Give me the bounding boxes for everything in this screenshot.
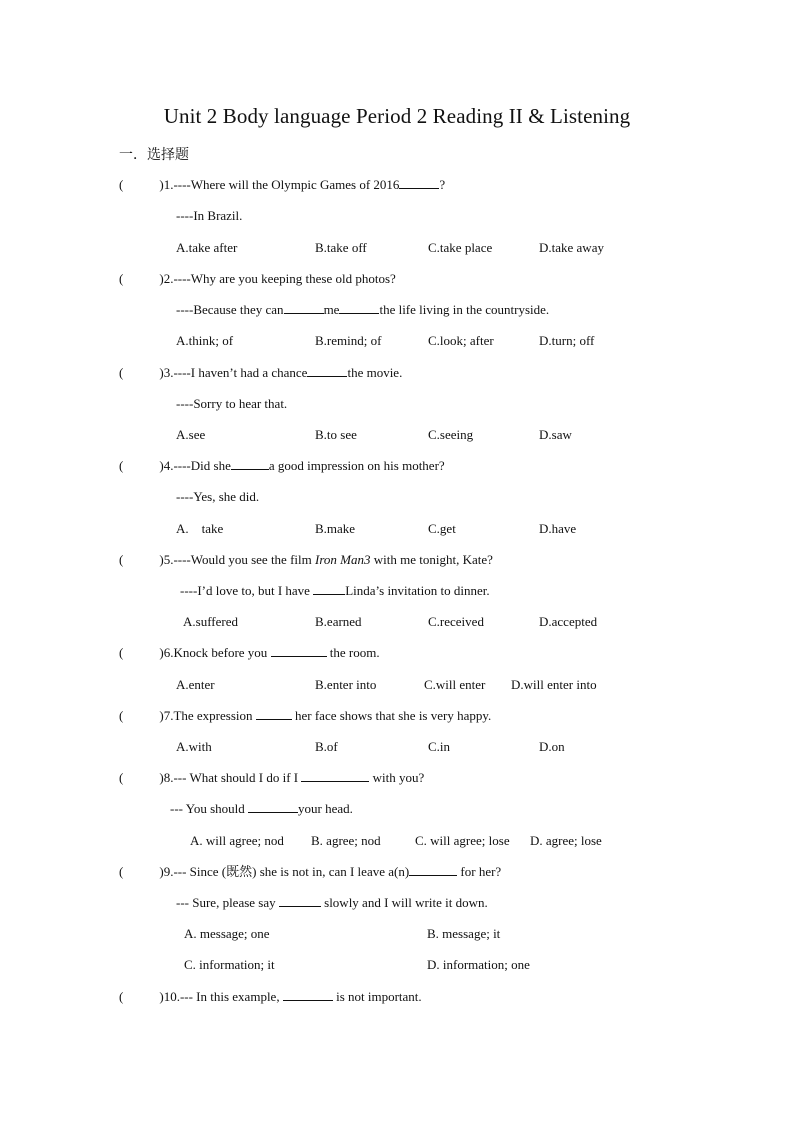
question-8: ( )8.--- What should I do if I with you? <box>119 770 425 785</box>
answer-blank <box>307 365 347 377</box>
question-2: ( )2.----Why are you keeping these old photos? <box>119 271 396 286</box>
option-c[interactable]: C.seeing <box>428 427 474 442</box>
option-c[interactable]: C. will agree; lose <box>415 833 510 848</box>
option-a[interactable]: A.see <box>176 427 206 442</box>
question-9: ( )9.--- Since (既然) she is not in, can I leave a(n) for her? <box>119 864 502 879</box>
option-d[interactable]: D. agree; lose <box>530 833 602 848</box>
option-b[interactable]: B.of <box>315 739 338 754</box>
option-b[interactable]: B. agree; nod <box>311 833 381 848</box>
option-d[interactable]: D.accepted <box>539 614 598 629</box>
answer-blank <box>339 302 379 314</box>
question-7: ( )7.The expression her face shows that she is very happy. <box>119 708 492 723</box>
option-d[interactable]: D.turn; off <box>539 333 595 348</box>
option-b[interactable]: B.take off <box>315 240 367 255</box>
option-d[interactable]: D.saw <box>539 427 572 442</box>
answer-blank <box>283 989 333 1001</box>
reply-8: --- You should your head. <box>170 801 353 816</box>
option-a[interactable]: A.with <box>176 739 212 754</box>
question-4: ( )4.----Did she a good impression on his mother? <box>119 458 445 473</box>
answer-blank <box>248 801 298 813</box>
option-b[interactable]: B.remind; of <box>315 333 382 348</box>
option-a[interactable]: A.suffered <box>183 614 238 629</box>
reply-4: ----Yes, she did. <box>176 489 260 504</box>
option-c[interactable]: C. information; it <box>184 957 275 972</box>
option-c[interactable]: C.look; after <box>428 333 494 348</box>
question-5: ( )5.----Would you see the film Iron Man3 with me tonight, Kate? <box>119 552 493 567</box>
option-a[interactable]: A. take <box>176 521 224 536</box>
option-b[interactable]: B.earned <box>315 614 362 629</box>
option-d[interactable]: D. information; one <box>427 957 530 972</box>
option-b[interactable]: B. message; it <box>427 926 501 941</box>
reply-3: ----Sorry to hear that. <box>176 396 288 411</box>
option-d[interactable]: D.on <box>539 739 565 754</box>
answer-blank <box>313 583 345 595</box>
option-c[interactable]: C.take place <box>428 240 493 255</box>
option-a[interactable]: A.think; of <box>176 333 234 348</box>
answer-blank <box>301 770 369 782</box>
option-c[interactable]: C.received <box>428 614 484 629</box>
option-b[interactable]: B.to see <box>315 427 357 442</box>
question-3: ( )3.----I haven’t had a chance the movie. <box>119 365 403 380</box>
reply-5: ----I’d love to, but I have Linda’s invitation to dinner. <box>180 583 490 598</box>
answer-blank <box>409 864 457 876</box>
reply-9: --- Sure, please say slowly and I will write it down. <box>176 895 488 910</box>
question-6: ( )6.Knock before you the room. <box>119 645 380 660</box>
option-b[interactable]: B.enter into <box>315 677 377 692</box>
option-d[interactable]: D.have <box>539 521 577 536</box>
question-10: ( )10.--- In this example, is not important. <box>119 989 422 1004</box>
answer-blank <box>284 302 324 314</box>
reply-2: ----Because they can me the life living in the countryside. <box>176 302 550 317</box>
option-a[interactable]: A.take after <box>176 240 238 255</box>
answer-blank <box>271 645 327 657</box>
question-1: ( )1.----Where will the Olympic Games of 2016 ? <box>119 177 446 192</box>
answer-blank <box>231 458 269 470</box>
option-b[interactable]: B.make <box>315 521 356 536</box>
answer-blank <box>256 708 292 720</box>
option-d[interactable]: D.will enter into <box>511 677 597 692</box>
section-heading: 一．选择题 <box>119 147 189 163</box>
option-a[interactable]: A.enter <box>176 677 215 692</box>
page-title: Unit 2 Body language Period 2 Reading II & Listening <box>163 104 631 128</box>
answer-blank <box>399 177 439 189</box>
option-c[interactable]: C.in <box>428 739 451 754</box>
option-d[interactable]: D.take away <box>539 240 604 255</box>
option-c[interactable]: C.will enter <box>424 677 486 692</box>
answer-blank <box>279 895 321 907</box>
option-a[interactable]: A. will agree; nod <box>190 833 284 848</box>
option-c[interactable]: C.get <box>428 521 456 536</box>
reply-1: ----In Brazil. <box>176 208 243 223</box>
option-a[interactable]: A. message; one <box>184 926 270 941</box>
